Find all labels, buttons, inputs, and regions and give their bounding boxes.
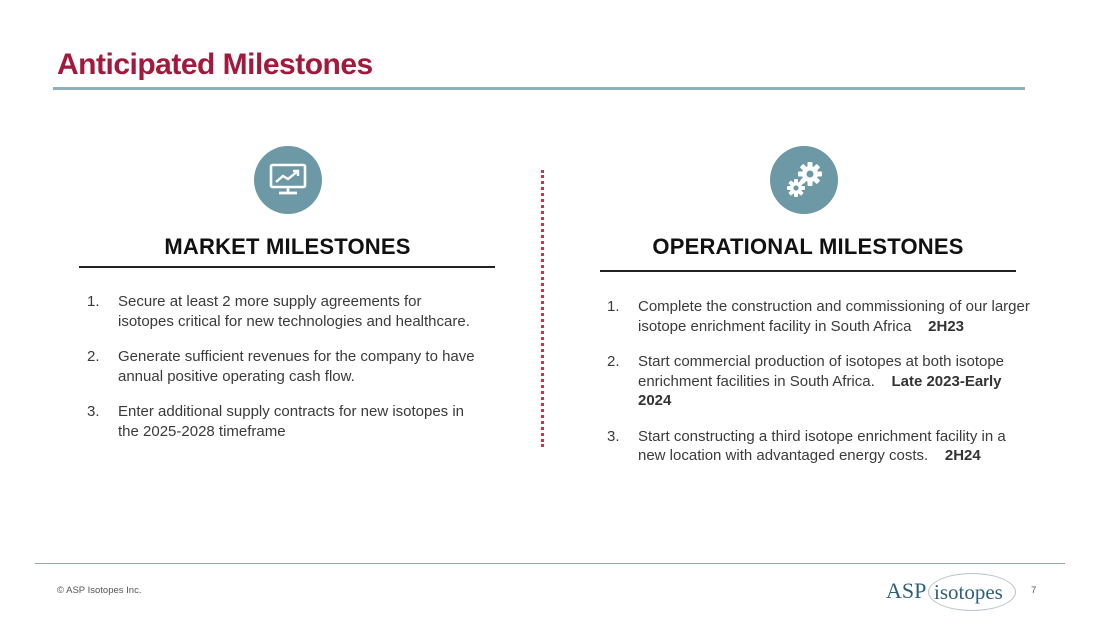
column-divider: [541, 170, 544, 447]
list-item: [607, 297, 1032, 336]
list-item-text: Generate sufficient revenues for the company to have annual positive operating cash flow.: [118, 348, 475, 385]
company-logo: [884, 572, 1016, 612]
list-item-number: 2.: [607, 353, 620, 370]
list-item-text: Enter additional supply contracts for new isotopes in the 2025-2028 timeframe: [118, 403, 465, 440]
milestone-date-tag: Late 2023-Early 2024: [638, 372, 1002, 409]
list-item-number: 2.: [87, 348, 100, 365]
logo-isotopes-text: isotopes: [934, 580, 1003, 604]
market-list: [87, 292, 477, 457]
operational-list: [607, 297, 1032, 482]
list-item-number: 1.: [607, 298, 620, 315]
list-item: [87, 292, 477, 331]
title-underline: [53, 87, 1025, 90]
copyright-text: © ASP Isotopes Inc.: [57, 585, 142, 596]
slide-title: Anticipated Milestones: [57, 48, 373, 81]
list-item-number: 3.: [607, 427, 620, 445]
market-icon-circle: [254, 146, 322, 214]
operational-icon-circle: [770, 146, 838, 214]
logo-asp-text: ASP: [886, 578, 927, 603]
list-item-text: Secure at least 2 more supply agreements for isotopes critical for new technologies and healthcare.: [118, 293, 470, 330]
market-heading-rule: [79, 266, 495, 268]
milestone-date-tag: 2H24: [944, 447, 981, 464]
list-item: [87, 347, 477, 386]
operational-heading-rule: [600, 270, 1016, 272]
list-item-text: Start constructing a third isotope enrichment facility in a new location with advantaged energy costs.: [638, 427, 1006, 464]
operational-heading: OPERATIONAL MILESTONES: [652, 234, 964, 259]
list-item-number: 3.: [87, 403, 100, 420]
list-item: [607, 352, 1032, 411]
market-heading: MARKET MILESTONES: [164, 234, 411, 259]
gears-icon: [781, 157, 827, 203]
footer-rule: [35, 563, 1065, 564]
list-item-text: Start commercial production of isotopes at both isotope enrichment facilities in South Africa.: [638, 353, 1005, 390]
page-number: 7: [1031, 585, 1037, 596]
list-item: [87, 402, 477, 441]
list-item-text: Complete the construction and commissioning of our larger isotope enrichment facility in South Africa: [638, 298, 1030, 335]
list-item-number: 1.: [87, 293, 100, 310]
milestone-date-tag: 2H23: [928, 317, 965, 335]
chart-monitor-icon: [268, 162, 308, 198]
list-item: [607, 427, 1032, 466]
